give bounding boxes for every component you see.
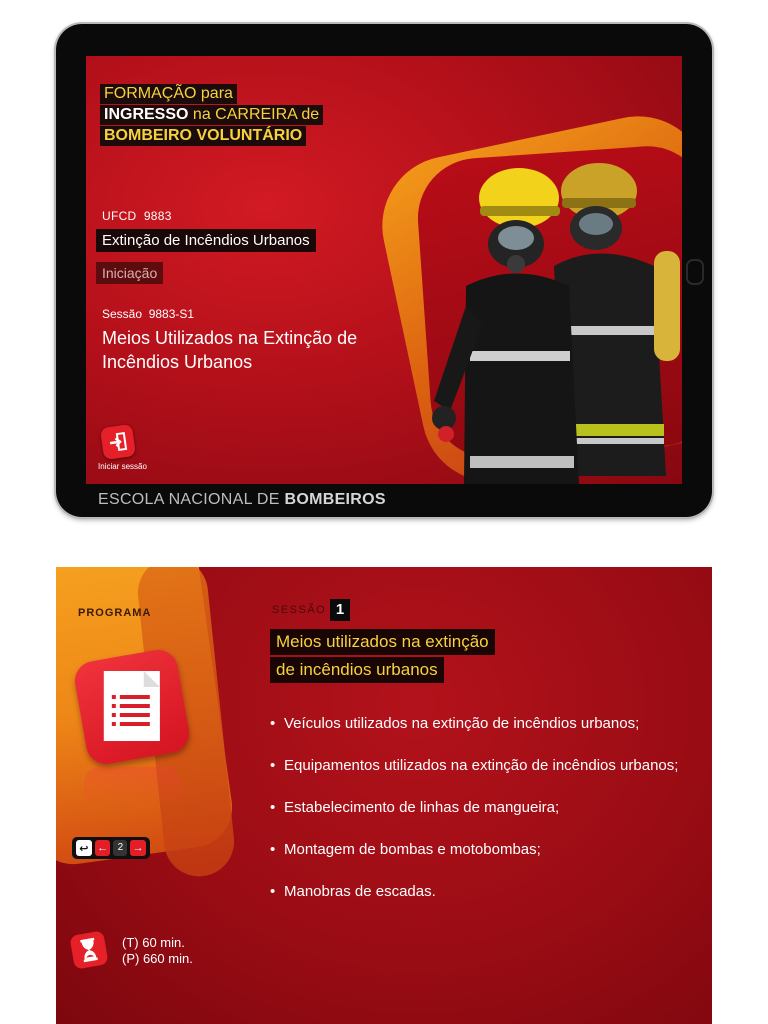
course-title-line-2: INGRESSO na CARREIRA de bbox=[100, 105, 323, 125]
document-sheet bbox=[104, 671, 160, 741]
program-slide bbox=[56, 567, 712, 1024]
list-item: • Equipamentos utilizados na extinção de incêndios urbanos; bbox=[270, 755, 700, 777]
sessao-label: SESSÃO bbox=[272, 604, 327, 616]
session-title: Meios Utilizados na Extinção de Incêndios Urbanos bbox=[102, 328, 358, 372]
course-title-line-1: FORMAÇÃO para bbox=[100, 84, 237, 104]
hourglass-icon bbox=[69, 930, 108, 969]
page-number: 2 bbox=[113, 840, 127, 856]
return-icon: ↩ bbox=[79, 842, 89, 855]
return-button[interactable] bbox=[76, 840, 92, 856]
start-session-button[interactable] bbox=[98, 426, 158, 471]
program-title bbox=[270, 629, 495, 685]
level-badge: Iniciação bbox=[96, 262, 163, 284]
tablet-home-button bbox=[686, 259, 704, 285]
next-button[interactable] bbox=[130, 840, 146, 856]
course-title bbox=[100, 84, 323, 147]
arrow-left-icon: ← bbox=[97, 842, 109, 854]
tablet-frame bbox=[56, 24, 712, 517]
program-title-line-1: Meios utilizados na extinção bbox=[270, 629, 495, 655]
theory-duration: (T) 60 min. bbox=[122, 935, 185, 950]
ufcd-label: UFCD 9883 bbox=[102, 209, 172, 223]
session-label: Sessão 9883-S1 bbox=[102, 307, 195, 321]
program-label: PROGRAMA bbox=[78, 607, 152, 619]
enter-icon bbox=[100, 424, 136, 460]
duration-info bbox=[122, 935, 193, 967]
document-icon bbox=[72, 647, 192, 767]
pagination bbox=[72, 837, 150, 859]
list-item: • Estabelecimento de linhas de mangueira; bbox=[270, 797, 700, 819]
list-item: • Manobras de escadas. bbox=[270, 881, 700, 903]
school-footer: ESCOLA NACIONAL DE BOMBEIROS bbox=[98, 491, 386, 508]
program-topics bbox=[270, 713, 700, 923]
start-session-label: Iniciar sessão bbox=[98, 462, 147, 471]
document-icon-reflection bbox=[84, 767, 180, 807]
sessao-number: 1 bbox=[330, 599, 350, 621]
program-title-line-2: de incêndios urbanos bbox=[270, 657, 444, 683]
session-code: 9883-S1 bbox=[148, 307, 195, 321]
list-item: • Montagem de bombas e motobombas; bbox=[270, 839, 700, 861]
previous-button[interactable] bbox=[95, 840, 111, 856]
firefighters-image bbox=[404, 136, 682, 484]
arrow-right-icon: → bbox=[132, 842, 144, 854]
list-item: • Veículos utilizados na extinção de incêndios urbanos; bbox=[270, 713, 700, 735]
practice-duration: (P) 660 min. bbox=[122, 951, 193, 966]
ufcd-name: Extinção de Incêndios Urbanos bbox=[96, 229, 316, 252]
course-title-line-3: BOMBEIRO VOLUNTÁRIO bbox=[100, 126, 306, 146]
ufcd-code: 9883 bbox=[143, 209, 172, 223]
cover-slide bbox=[86, 56, 682, 484]
